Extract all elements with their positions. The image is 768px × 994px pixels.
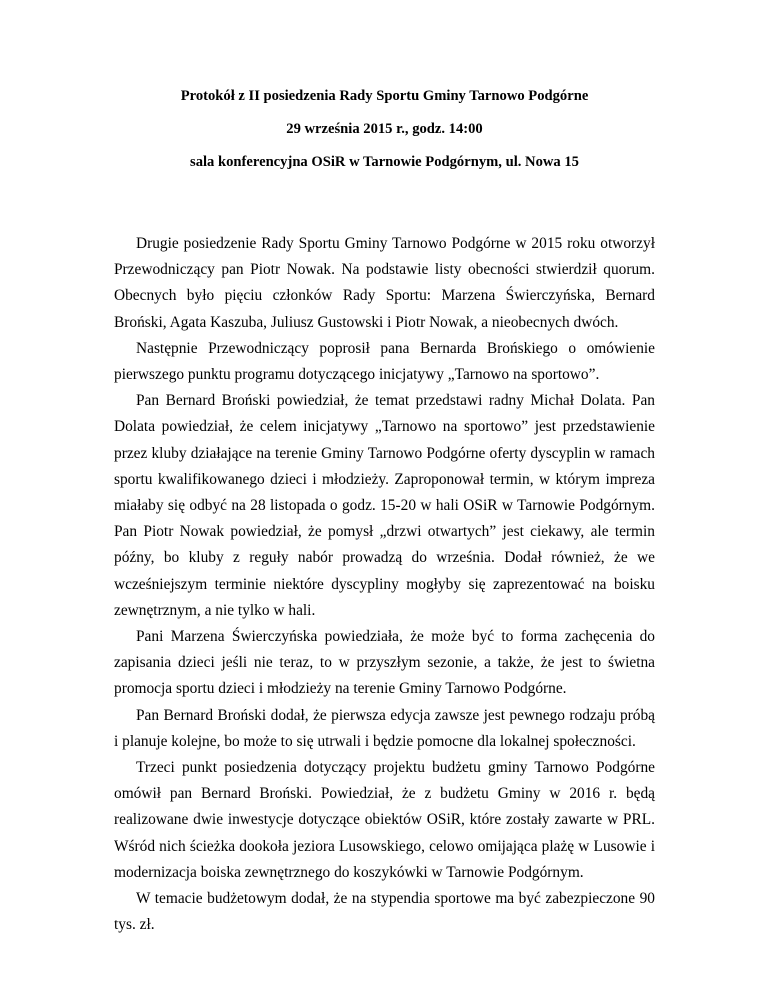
paragraph: Pan Bernard Broński powiedział, że temat przedstawi radny Michał Dolata. Pan Dolata powiedział, że celem inicjatywy „Tarnowo na sportowo” jest przedstawienie przez kluby działające na terenie Gminy Tarnowo Podgórne oferty dyscyplin w ramach sportu kwalifikowanego dzieci i młodzieży. Zaproponował termin, w którym impreza miałaby się odbyć na 28 listopada o godz. 15-20 w hali OSiR w Tarnowie Podgórnym. Pan Piotr Nowak powiedział, że pomysł „drzwi otwartych” jest ciekawy, ale termin późny, bo kluby z reguły nabór prowadzą do września. Dodał również, że we wcześniejszym terminie niektóre dyscypliny mogłyby się zaprezentować na boisku zewnętrznym, a nie tylko w hali. (114, 392, 655, 619)
meeting-date: 29 września 2015 r., godz. 14:00 (286, 121, 483, 137)
paragraph: Trzeci punkt posiedzenia dotyczący projektu budżetu gminy Tarnowo Podgórne omówił pan Bernard Broński. Powiedział, że z budżetu Gminy w 2016 r. będą realizowane dwie inwestycje dotyczące obiektów OSiR, które zostały zawarte w PRL. Wśród nich ścieżka dookoła jeziora Lusowskiego, celowo omijająca plażę w Lusowie i modernizacja boiska zewnętrznego do koszykówki w Tarnowie Podgórnym. (114, 759, 655, 881)
paragraph: Drugie posiedzenie Rady Sportu Gminy Tarnowo Podgórne w 2015 roku otworzył Przewodniczący pan Piotr Nowak. Na podstawie listy obecności stwierdził quorum. Obecnych było pięciu członków Rady Sportu: Marzena Świerczyńska, Bernard Broński, Agata Kaszuba, Juliusz Gustowski i Piotr Nowak, a nieobecnych dwóch. (114, 235, 655, 331)
document-body (114, 231, 655, 938)
paragraph: Następnie Przewodniczący poprosił pana Bernarda Brońskiego o omówienie pierwszego punktu programu dotyczącego inicjatywy „Tarnowo na sportowo”. (114, 339, 655, 384)
paragraph: W temacie budżetowym dodał, że na stypendia sportowe ma być zabezpieczone 90 tys. zł. (114, 890, 655, 934)
paragraph: Pani Marzena Świerczyńska powiedziała, że może być to forma zachęcenia do zapisania dzieci jeśli nie teraz, to w przyszłym sezonie, a także, że jest to świetna promocja sportu dzieci i młodzieży na terenie Gminy Tarnowo Podgórne. (114, 628, 655, 698)
document-title: Protokół z II posiedzenia Rady Sportu Gminy Tarnowo Podgórne (180, 88, 589, 104)
paragraph: Pan Bernard Broński dodał, że pierwsza edycja zawsze jest pewnego rodzaju próbą i planuje kolejne, bo może to się utrwali i będzie pomocne dla lokalnej społeczności. (114, 706, 655, 750)
meeting-location: sala konferencyjna OSiR w Tarnowie Podgórnym, ul. Nowa 15 (190, 154, 579, 170)
